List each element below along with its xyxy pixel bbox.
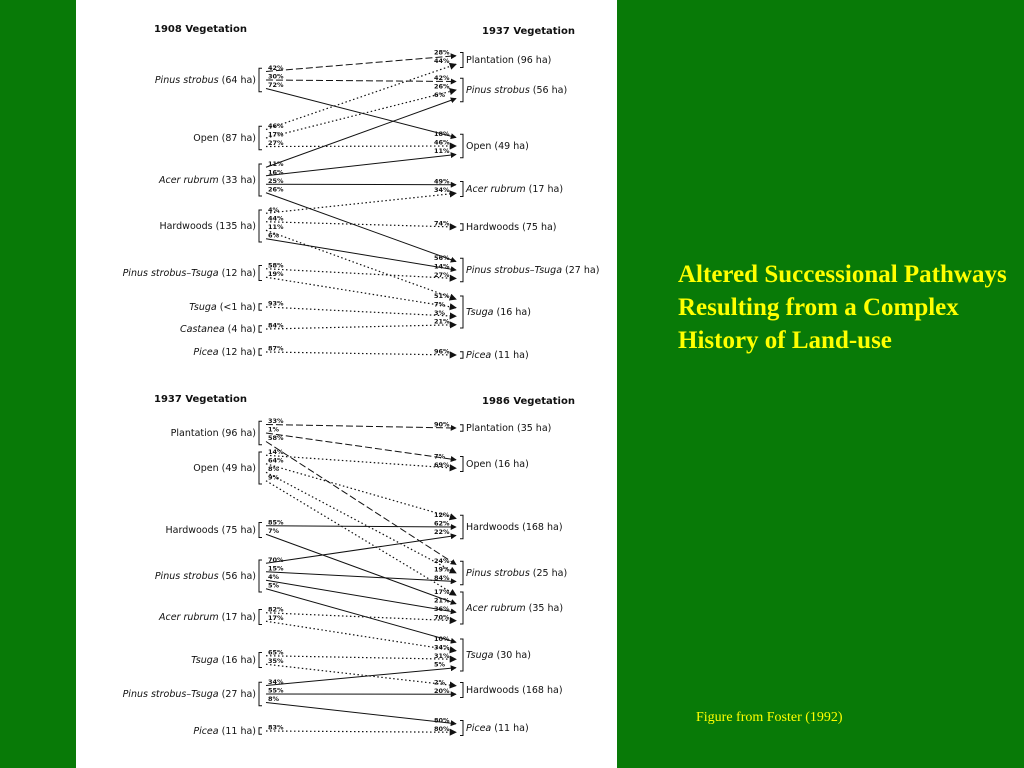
flow-in-percent: 6% (434, 91, 446, 99)
right-node-bracket (460, 134, 463, 158)
right-node-pinus-strobus (466, 568, 567, 579)
right-node-hardwoods (466, 222, 557, 233)
node-name: Tsuga (466, 650, 497, 661)
flow-out-percent: 4% (268, 205, 280, 214)
flow-in-percent: 42% (434, 74, 450, 82)
flow-out-percent: 85% (268, 518, 284, 527)
node-name: Tsuga (191, 655, 222, 666)
flow-arrow (266, 99, 456, 168)
right-node-tsuga (466, 650, 531, 661)
right-node-bracket (460, 352, 463, 359)
flow-in-percent: 44% (434, 56, 450, 65)
left-node-bracket (259, 326, 262, 333)
node-area: (11 ha) (221, 726, 256, 737)
flow-out-percent: 35% (268, 656, 284, 665)
flow-in-percent: 70% (434, 613, 450, 622)
flow-out-percent: 93% (268, 299, 284, 308)
left-node-bracket (259, 126, 262, 150)
node-name: Pinus strobus–Tsuga (466, 265, 566, 276)
flow-in-percent: 20% (434, 686, 450, 695)
flow-arrow (266, 146, 456, 147)
node-area: (49 ha) (221, 463, 256, 474)
flow-in-percent: 84% (434, 574, 450, 582)
slide-title: Altered Successional Pathways Resulting from a Complex History of Land-use (678, 261, 1007, 354)
node-area: (27 ha) (565, 265, 600, 276)
flow-in-percent: 34% (434, 185, 450, 194)
flow-arrow (266, 589, 456, 643)
right-node-bracket (460, 592, 463, 624)
node-area: (4 ha) (227, 324, 256, 335)
left-node-bracket (259, 421, 262, 445)
node-name: Open (193, 463, 222, 474)
flow-arrow (266, 580, 456, 612)
node-name: Acer rubrum (158, 175, 222, 186)
flow-out-percent: 16% (268, 168, 284, 177)
flow-out-percent: 17% (268, 613, 284, 622)
flow-arrow (266, 613, 456, 621)
right-node-acer-rubrum (465, 603, 563, 614)
right-node-bracket (460, 78, 463, 102)
flow-out-percent: 34% (268, 678, 284, 686)
flow-in-percent: 34% (434, 643, 450, 652)
node-name: Open (193, 133, 222, 144)
node-area: (16 ha) (221, 655, 256, 666)
diagram-left-header: 1937 Vegetation (154, 394, 247, 405)
node-area: (16 ha) (496, 307, 531, 318)
flow-arrow (266, 277, 456, 308)
left-node-bracket (259, 164, 262, 196)
flow-arrow (266, 703, 456, 724)
flow-in-percent: 10% (434, 634, 450, 643)
left-node-bracket (259, 452, 262, 484)
flow-out-percent: 17% (268, 130, 284, 139)
left-node-castanea (180, 324, 256, 335)
right-node-bracket (460, 53, 463, 68)
flow-arrow (266, 534, 456, 604)
flow-arrow (266, 307, 456, 316)
flow-out-percent: 15% (268, 564, 284, 573)
node-name: Hardwoods (165, 525, 222, 536)
node-name: Open (466, 141, 495, 152)
flow-out-percent: 11% (268, 159, 284, 168)
node-area: (16 ha) (494, 459, 529, 470)
right-node-plantation (466, 423, 551, 434)
node-area: (30 ha) (496, 650, 531, 661)
flow-in-percent: 21% (434, 317, 450, 326)
right-node-bracket (460, 296, 463, 328)
flow-in-percent: 18% (434, 130, 450, 138)
left-node-bracket (259, 266, 262, 281)
flow-out-percent: 11% (268, 222, 284, 231)
flow-out-percent: 46% (268, 122, 284, 130)
flow-in-percent: 7% (434, 452, 446, 461)
flow-arrow (266, 269, 456, 279)
flow-in-percent: 5% (434, 660, 446, 669)
node-area: (75 ha) (221, 525, 256, 536)
flow-in-percent: 2% (434, 678, 446, 687)
succession-diagrams-svg (76, 0, 617, 768)
right-node-bracket (460, 425, 463, 432)
flow-arrow (266, 656, 456, 660)
left-node-pinus-strobus-tsuga (123, 268, 256, 279)
node-name: Picea (466, 723, 495, 734)
node-area: (135 ha) (215, 221, 256, 232)
flow-arrow (266, 193, 456, 262)
node-name: Hardwoods (466, 685, 523, 696)
flow-out-percent: 84% (268, 321, 284, 330)
flow-out-percent: 58% (268, 434, 284, 442)
flow-in-percent: 28% (434, 48, 450, 57)
node-name: Pinus strobus (466, 85, 533, 96)
flow-out-percent: 19% (268, 269, 284, 278)
flow-in-percent: 24% (434, 557, 450, 565)
flow-out-percent: 27% (268, 139, 284, 147)
flow-out-percent: 1% (268, 425, 280, 434)
node-name: Hardwoods (159, 221, 216, 232)
node-area: (27 ha) (221, 689, 256, 700)
flow-out-percent: 14% (268, 447, 284, 456)
left-node-pinus-strobus (155, 571, 256, 582)
left-node-bracket (259, 210, 262, 242)
node-area: (17 ha) (528, 184, 564, 195)
node-area: (49 ha) (494, 141, 529, 152)
flow-out-percent: 55% (268, 686, 284, 695)
node-area: (56 ha) (221, 571, 256, 582)
node-area: (96 ha) (221, 428, 256, 439)
node-name: Pinus strobus (154, 571, 222, 582)
left-node-open (193, 133, 256, 144)
node-area: (<1 ha) (219, 302, 256, 313)
left-node-tsuga (189, 302, 256, 313)
flow-out-percent: 42% (268, 64, 284, 72)
left-node-acer-rubrum (158, 612, 256, 623)
left-node-open (193, 463, 256, 474)
node-area: (168 ha) (522, 522, 563, 533)
flow-out-percent: 7% (268, 526, 280, 535)
flow-arrow (266, 219, 456, 228)
node-name: Acer rubrum (466, 184, 529, 195)
node-area: (56 ha) (532, 85, 568, 96)
flow-out-percent: 25% (268, 176, 284, 185)
flow-arrow (266, 442, 456, 565)
flow-out-percent: 5% (268, 581, 280, 590)
node-name: Castanea (180, 324, 228, 335)
node-name: Acer rubrum (158, 612, 222, 623)
flow-arrow (266, 526, 456, 527)
flow-in-percent: 80% (434, 724, 450, 733)
right-node-open (466, 459, 529, 470)
flow-out-percent: 65% (268, 648, 284, 657)
flow-in-percent: 90% (434, 420, 450, 429)
flow-out-percent: 4% (268, 572, 280, 581)
flow-out-percent: 87% (268, 344, 284, 353)
right-node-bracket (460, 515, 463, 539)
flow-in-percent: 12% (434, 511, 450, 519)
right-node-hardwoods (466, 522, 563, 533)
flow-out-percent: 8% (268, 464, 280, 473)
flow-in-percent: 21% (434, 596, 450, 605)
right-node-tsuga (466, 307, 531, 318)
right-node-plantation (466, 55, 551, 66)
flow-arrow (266, 536, 456, 564)
left-node-hardwoods (159, 221, 256, 232)
flow-in-percent: 49% (434, 177, 450, 186)
flow-out-percent: 82% (268, 605, 284, 614)
flow-in-percent: 69% (434, 460, 450, 469)
right-node-hardwoods (466, 685, 563, 696)
node-name: Tsuga (189, 302, 220, 313)
right-node-acer-rubrum (465, 184, 563, 195)
flow-in-percent: 14% (434, 262, 450, 271)
flow-in-percent: 26% (434, 82, 450, 91)
flow-out-percent: 83% (268, 723, 284, 732)
node-area: (11 ha) (494, 350, 529, 361)
flow-out-percent: 72% (268, 81, 284, 89)
flow-in-percent: 7% (434, 300, 446, 309)
flow-arrow (266, 572, 456, 582)
node-name: Plantation (466, 55, 517, 66)
node-name: Pinus strobus–Tsuga (122, 268, 222, 279)
flow-out-percent: 33% (268, 417, 284, 425)
left-node-bracket (259, 349, 262, 356)
left-node-bracket (259, 728, 262, 735)
flow-arrow (266, 731, 456, 732)
left-node-tsuga (191, 655, 256, 666)
right-node-open (466, 141, 529, 152)
right-node-bracket (460, 182, 463, 197)
flow-out-percent: 26% (268, 185, 284, 194)
flow-in-percent: 56% (434, 254, 450, 262)
right-node-bracket (460, 224, 463, 231)
diagram-1937-1986 (123, 394, 575, 737)
right-node-picea (466, 723, 529, 734)
left-node-picea (193, 347, 256, 358)
flow-in-percent: 19% (434, 565, 450, 574)
succession-figure (76, 0, 617, 768)
flow-arrow (266, 325, 456, 329)
flow-arrow (266, 481, 456, 596)
flow-arrow (266, 621, 456, 651)
node-name: Picea (193, 726, 222, 737)
diagram-left-header: 1908 Vegetation (154, 24, 247, 35)
node-area: (25 ha) (532, 568, 568, 579)
left-node-bracket (259, 610, 262, 625)
node-name: Open (466, 459, 495, 470)
node-name: Plantation (466, 423, 517, 434)
left-node-bracket (259, 68, 262, 92)
flow-arrow (266, 80, 456, 82)
left-node-bracket (259, 560, 262, 592)
flow-out-percent: 30% (268, 72, 284, 81)
flow-arrow (266, 472, 456, 573)
left-node-bracket (259, 523, 262, 538)
diagram-right-header: 1986 Vegetation (482, 396, 575, 407)
flow-in-percent: 3% (434, 308, 446, 317)
node-area: (35 ha) (516, 423, 552, 434)
node-area: (96 ha) (516, 55, 552, 66)
flow-arrow (266, 455, 456, 468)
left-node-plantation (171, 428, 256, 439)
right-node-pinus-strobus-tsuga (466, 265, 599, 276)
flow-arrow (266, 56, 456, 72)
flow-out-percent: 6% (268, 231, 280, 240)
left-node-picea (193, 726, 256, 737)
left-node-pinus-strobus (155, 75, 256, 86)
flow-in-percent: 96% (434, 347, 450, 356)
node-area: (12 ha) (221, 268, 256, 279)
flow-in-percent: 74% (434, 219, 450, 228)
flow-arrow (266, 184, 456, 185)
flow-in-percent: 51% (434, 291, 450, 300)
flow-in-percent: 46% (434, 138, 450, 147)
node-name: Hardwoods (466, 222, 523, 233)
flow-out-percent: 8% (268, 695, 280, 703)
left-node-bracket (259, 304, 262, 311)
node-name: Acer rubrum (466, 603, 529, 614)
flow-out-percent: 58% (268, 261, 284, 270)
flow-out-percent: 70% (268, 555, 284, 564)
node-area: (11 ha) (494, 723, 529, 734)
node-name: Plantation (170, 428, 222, 439)
flow-arrow (266, 89, 456, 138)
flow-arrow (266, 230, 456, 299)
flow-in-percent: 62% (434, 519, 450, 528)
flow-in-percent: 31% (434, 651, 450, 660)
node-name: Hardwoods (466, 522, 523, 533)
diagram-1908-1937 (123, 24, 600, 361)
right-node-picea (466, 350, 529, 361)
node-name: Picea (466, 350, 495, 361)
flow-out-percent: 64% (268, 456, 284, 465)
left-node-acer-rubrum (158, 175, 256, 186)
node-name: Picea (193, 347, 222, 358)
node-name: Pinus strobus (466, 568, 533, 579)
flow-out-percent: 44% (268, 214, 284, 223)
node-area: (17 ha) (221, 612, 256, 623)
flow-arrow (266, 668, 456, 686)
right-node-bracket (460, 683, 463, 698)
flow-out-percent: 9% (268, 473, 280, 482)
flow-arrow (266, 464, 456, 519)
right-node-bracket (460, 457, 463, 472)
node-name: Pinus strobus–Tsuga (122, 689, 222, 700)
node-area: (12 ha) (221, 347, 256, 358)
left-node-bracket (259, 682, 262, 706)
flow-in-percent: 11% (434, 147, 450, 155)
flow-arrow (266, 425, 456, 429)
node-area: (168 ha) (522, 685, 563, 696)
flow-in-percent: 36% (434, 604, 450, 613)
figure-caption: Figure from Foster (1992) (696, 710, 843, 725)
right-node-bracket (460, 721, 463, 736)
flow-arrow (266, 155, 456, 176)
node-area: (87 ha) (221, 133, 256, 144)
node-area: (33 ha) (221, 175, 256, 186)
right-node-bracket (460, 258, 463, 282)
flow-in-percent: 80% (434, 716, 450, 725)
right-node-bracket (460, 639, 463, 671)
flow-in-percent: 27% (434, 271, 450, 279)
node-area: (35 ha) (528, 603, 564, 614)
right-node-bracket (460, 561, 463, 585)
flow-arrow (266, 64, 456, 129)
left-node-pinus-strobus-tsuga (123, 689, 256, 700)
flow-in-percent: 17% (434, 587, 450, 596)
node-area: (75 ha) (522, 222, 557, 233)
flow-in-percent: 22% (434, 528, 450, 536)
flow-arrow (266, 352, 456, 355)
left-node-bracket (259, 653, 262, 668)
node-area: (64 ha) (221, 75, 256, 86)
node-name: Tsuga (466, 307, 497, 318)
flow-arrow (266, 433, 456, 460)
diagram-right-header: 1937 Vegetation (482, 26, 575, 37)
right-node-pinus-strobus (466, 85, 567, 96)
node-name: Pinus strobus (154, 75, 222, 86)
left-node-hardwoods (165, 525, 256, 536)
